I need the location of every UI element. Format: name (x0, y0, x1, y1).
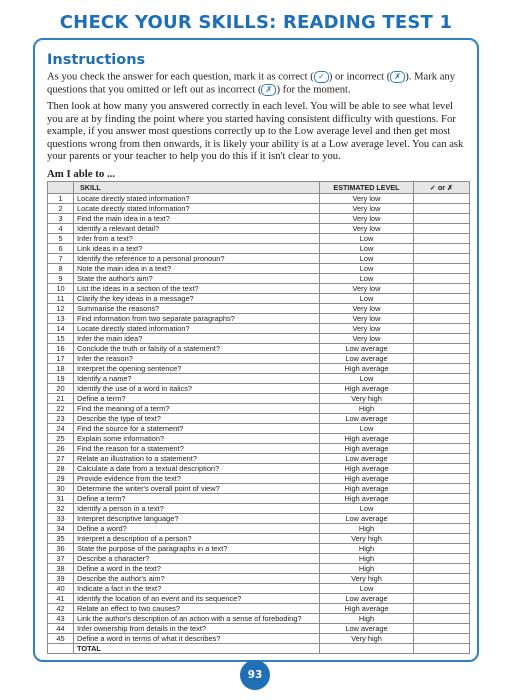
correct-mark-icon: ✓ (314, 71, 329, 83)
row-level: High average (320, 364, 414, 374)
table-row (48, 474, 470, 484)
incorrect-mark-icon: ✗ (261, 84, 276, 96)
row-number: 38 (48, 564, 74, 574)
row-level: Low average (320, 354, 414, 364)
row-number: 14 (48, 324, 74, 334)
row-number: 26 (48, 444, 74, 454)
row-mark-cell[interactable] (414, 574, 470, 584)
row-level: Very low (320, 334, 414, 344)
row-level: Low average (320, 514, 414, 524)
row-mark-cell[interactable] (414, 204, 470, 214)
row-number: 6 (48, 244, 74, 254)
row-number: 44 (48, 624, 74, 634)
instructions-panel (33, 38, 479, 662)
row-number: 7 (48, 254, 74, 264)
row-number: 16 (48, 344, 74, 354)
row-skill: List the ideas in a section of the text? (74, 284, 320, 294)
row-level: High average (320, 494, 414, 504)
row-mark-cell[interactable] (414, 194, 470, 204)
row-skill: Infer from a text? (74, 234, 320, 244)
row-level: High average (320, 604, 414, 614)
row-number: 25 (48, 434, 74, 444)
row-mark-cell[interactable] (414, 484, 470, 494)
row-skill: Find the main idea in a text? (74, 214, 320, 224)
table-row (48, 204, 470, 214)
row-skill: Determine the writer's overall point of view? (74, 484, 320, 494)
table-row (48, 264, 470, 274)
row-number: 37 (48, 554, 74, 564)
row-mark-cell[interactable] (414, 584, 470, 594)
row-skill: Summarise the reasons? (74, 304, 320, 314)
row-skill: Define a term? (74, 394, 320, 404)
row-level: Low (320, 234, 414, 244)
instructions-heading: Instructions (47, 52, 146, 68)
row-number: 33 (48, 514, 74, 524)
row-level: Low (320, 264, 414, 274)
row-skill: Note the main idea in a text? (74, 264, 320, 274)
row-mark-cell[interactable] (414, 224, 470, 234)
row-level: High average (320, 464, 414, 474)
row-mark-cell[interactable] (414, 454, 470, 464)
row-level: Very low (320, 214, 414, 224)
row-mark-cell[interactable] (414, 614, 470, 624)
table-row (48, 414, 470, 424)
table-row (48, 624, 470, 634)
row-number: 20 (48, 384, 74, 394)
table-row (48, 514, 470, 524)
row-mark-cell[interactable] (414, 304, 470, 314)
table-row (48, 334, 470, 344)
row-mark-cell[interactable] (414, 634, 470, 644)
row-number: 27 (48, 454, 74, 464)
row-level: High (320, 564, 414, 574)
table-header-row (48, 182, 470, 194)
row-number: 43 (48, 614, 74, 624)
row-number: 10 (48, 284, 74, 294)
table-row (48, 194, 470, 204)
row-mark-cell[interactable] (414, 534, 470, 544)
table-row (48, 284, 470, 294)
row-skill: Link ideas in a text? (74, 244, 320, 254)
row-level: Very high (320, 534, 414, 544)
table-row (48, 244, 470, 254)
row-skill: Describe the type of text? (74, 414, 320, 424)
am-i-able-heading: Am I able to ... (47, 168, 116, 180)
skills-table-body (48, 194, 470, 654)
row-number: 21 (48, 394, 74, 404)
row-mark-cell[interactable] (414, 334, 470, 344)
row-skill: Explain some information? (74, 434, 320, 444)
table-row (48, 274, 470, 284)
row-number: 8 (48, 264, 74, 274)
row-level: Very low (320, 224, 414, 234)
row-number: 35 (48, 534, 74, 544)
row-number: 23 (48, 414, 74, 424)
table-row (48, 594, 470, 604)
instructions-paragraph-1 (47, 71, 467, 97)
row-level: High (320, 544, 414, 554)
level-column-header: ESTIMATED LEVEL (320, 182, 414, 194)
row-level: High average (320, 474, 414, 484)
row-skill: Describe the author's aim? (74, 574, 320, 584)
row-number: 1 (48, 194, 74, 204)
row-skill: Infer ownership from details in the text? (74, 624, 320, 634)
row-mark-cell[interactable] (414, 434, 470, 444)
row-level: Low (320, 424, 414, 434)
row-skill: Find the reason for a statement? (74, 444, 320, 454)
row-mark-cell[interactable] (414, 414, 470, 424)
row-mark-cell[interactable] (414, 604, 470, 614)
row-skill: Infer the reason? (74, 354, 320, 364)
row-skill: Identify the reference to a personal pronoun? (74, 254, 320, 264)
p1-text-a: As you check the answer for each question, mark it as correct ( (47, 71, 314, 83)
row-skill: Define a term? (74, 494, 320, 504)
row-mark-cell[interactable] (414, 504, 470, 514)
row-mark-cell[interactable] (414, 394, 470, 404)
table-row (48, 344, 470, 354)
row-number: 24 (48, 424, 74, 434)
row-mark-cell[interactable] (414, 624, 470, 634)
row-mark-cell[interactable] (414, 424, 470, 434)
row-level: Very low (320, 314, 414, 324)
p1-text-b: ) or incorrect ( (328, 71, 391, 83)
row-skill: Link the author's description of an action with a sense of foreboding? (74, 614, 320, 624)
table-row (48, 464, 470, 474)
table-row (48, 484, 470, 494)
row-skill: Define a word? (74, 524, 320, 534)
row-level: High average (320, 434, 414, 444)
row-mark-cell[interactable] (414, 324, 470, 334)
row-level: High average (320, 384, 414, 394)
row-number: 28 (48, 464, 74, 474)
table-row (48, 314, 470, 324)
row-level: Very low (320, 194, 414, 204)
row-number: 29 (48, 474, 74, 484)
table-row (48, 304, 470, 314)
row-level: High (320, 524, 414, 534)
row-skill: Relate an effect to two causes? (74, 604, 320, 614)
row-level: High average (320, 444, 414, 454)
total-spacer (48, 644, 74, 654)
table-row (48, 564, 470, 574)
total-row (48, 644, 470, 654)
row-skill: State the author's aim? (74, 274, 320, 284)
table-row (48, 324, 470, 334)
table-row (48, 434, 470, 444)
total-cell[interactable] (414, 644, 470, 654)
page-number: 93 (240, 660, 270, 690)
row-number: 45 (48, 634, 74, 644)
row-skill: Interpret descriptive language? (74, 514, 320, 524)
row-skill: Locate directly stated information? (74, 324, 320, 334)
table-row (48, 604, 470, 614)
row-skill: Provide evidence from the text? (74, 474, 320, 484)
row-number: 12 (48, 304, 74, 314)
row-number: 39 (48, 574, 74, 584)
total-spacer (320, 644, 414, 654)
table-row (48, 214, 470, 224)
row-skill: Identify a name? (74, 374, 320, 384)
row-level: Very high (320, 634, 414, 644)
table-row (48, 294, 470, 304)
row-mark-cell[interactable] (414, 234, 470, 244)
row-skill: Find the source for a statement? (74, 424, 320, 434)
row-level: Low (320, 244, 414, 254)
row-level: Low (320, 274, 414, 284)
row-level: Low average (320, 414, 414, 424)
row-skill: Identify a relevant detail? (74, 224, 320, 234)
row-number: 19 (48, 374, 74, 384)
row-skill: Interpret a description of a person? (74, 534, 320, 544)
table-row (48, 444, 470, 454)
table-row (48, 364, 470, 374)
row-skill: Find information from two separate paragraphs? (74, 314, 320, 324)
row-mark-cell[interactable] (414, 494, 470, 504)
row-level: Low average (320, 454, 414, 464)
row-skill: Indicate a fact in the text? (74, 584, 320, 594)
table-row (48, 494, 470, 504)
row-level: Low average (320, 344, 414, 354)
row-level: Very high (320, 394, 414, 404)
row-level: Low (320, 254, 414, 264)
table-row (48, 614, 470, 624)
row-mark-cell[interactable] (414, 344, 470, 354)
table-row (48, 574, 470, 584)
p1-text-d: ) for the moment. (276, 84, 351, 96)
row-skill: Conclude the truth or falsity of a statement? (74, 344, 320, 354)
row-level: High (320, 404, 414, 414)
table-row (48, 224, 470, 234)
row-level: Low (320, 504, 414, 514)
row-mark-cell[interactable] (414, 354, 470, 364)
table-row (48, 404, 470, 414)
row-level: High (320, 554, 414, 564)
row-level: Very low (320, 324, 414, 334)
row-number: 42 (48, 604, 74, 614)
mark-column-header: ✓ or ✗ (414, 182, 470, 194)
row-mark-cell[interactable] (414, 544, 470, 554)
row-skill: Locate directly stated information? (74, 194, 320, 204)
row-mark-cell[interactable] (414, 524, 470, 534)
row-mark-cell[interactable] (414, 274, 470, 284)
row-level: Very high (320, 574, 414, 584)
table-row (48, 584, 470, 594)
row-number: 17 (48, 354, 74, 364)
row-level: Low (320, 584, 414, 594)
incorrect-mark-icon: ✗ (390, 71, 405, 83)
row-number: 41 (48, 594, 74, 604)
table-row (48, 254, 470, 264)
row-mark-cell[interactable] (414, 374, 470, 384)
row-number: 32 (48, 504, 74, 514)
row-skill: Identify a person in a text? (74, 504, 320, 514)
row-skill: Identify the use of a word in italics? (74, 384, 320, 394)
page-title: CHECK YOUR SKILLS: READING TEST 1 (59, 12, 453, 33)
row-mark-cell[interactable] (414, 254, 470, 264)
table-row (48, 394, 470, 404)
row-level: Low (320, 294, 414, 304)
table-row (48, 374, 470, 384)
row-number: 36 (48, 544, 74, 554)
row-level: High average (320, 484, 414, 494)
row-mark-cell[interactable] (414, 384, 470, 394)
row-mark-cell[interactable] (414, 314, 470, 324)
table-row (48, 354, 470, 364)
row-mark-cell[interactable] (414, 364, 470, 374)
skills-table (47, 181, 470, 654)
row-skill: Locate directly stated information? (74, 204, 320, 214)
row-mark-cell[interactable] (414, 514, 470, 524)
row-level: Very low (320, 304, 414, 314)
row-number: 4 (48, 224, 74, 234)
row-skill: Calculate a date from a textual description? (74, 464, 320, 474)
row-number: 9 (48, 274, 74, 284)
row-skill: State the purpose of the paragraphs in a text? (74, 544, 320, 554)
row-skill: Find the meaning of a term? (74, 404, 320, 414)
row-level: High (320, 614, 414, 624)
skill-column-header: SKILL (74, 182, 320, 194)
row-mark-cell[interactable] (414, 284, 470, 294)
row-number: 3 (48, 214, 74, 224)
p1-text-c: ). Mark any questions that you omitted or left out as incorrect ( (47, 71, 455, 96)
row-number: 15 (48, 334, 74, 344)
table-row (48, 504, 470, 514)
table-row (48, 534, 470, 544)
row-number: 11 (48, 294, 74, 304)
row-mark-cell[interactable] (414, 264, 470, 274)
total-label: TOTAL (74, 644, 320, 654)
row-mark-cell[interactable] (414, 564, 470, 574)
row-skill: Identify the location of an event and its sequence? (74, 594, 320, 604)
num-column-header (48, 182, 74, 194)
row-skill: Define a word in terms of what it describes? (74, 634, 320, 644)
row-mark-cell[interactable] (414, 554, 470, 564)
row-number: 40 (48, 584, 74, 594)
table-row (48, 634, 470, 644)
row-number: 30 (48, 484, 74, 494)
row-level: Low average (320, 624, 414, 634)
row-number: 31 (48, 494, 74, 504)
row-number: 5 (48, 234, 74, 244)
row-number: 18 (48, 364, 74, 374)
row-skill: Describe a character? (74, 554, 320, 564)
table-row (48, 544, 470, 554)
row-level: Very low (320, 284, 414, 294)
table-row (48, 384, 470, 394)
row-mark-cell[interactable] (414, 244, 470, 254)
row-mark-cell[interactable] (414, 214, 470, 224)
row-mark-cell[interactable] (414, 404, 470, 414)
instructions-paragraph-2: Then look at how many you answered correctly in each level. You will be able to see what level you are at by finding the point where you started having consistent difficulty with questions. For example, if you answer most questions correctly up to the Low average level and then get most questions wrong from then onwards, it is likely your ability is at a Low average level. You can ask your parents or your teacher to help you do this if it isn't clear to you. (47, 101, 464, 163)
row-skill: Infer the main idea? (74, 334, 320, 344)
row-mark-cell[interactable] (414, 594, 470, 604)
row-level: Low average (320, 594, 414, 604)
row-number: 34 (48, 524, 74, 534)
table-row (48, 424, 470, 434)
row-skill: Clarify the key ideas in a message? (74, 294, 320, 304)
row-mark-cell[interactable] (414, 474, 470, 484)
row-skill: Define a word in the text? (74, 564, 320, 574)
row-level: Low (320, 374, 414, 384)
row-skill: Relate an illustration to a statement? (74, 454, 320, 464)
row-mark-cell[interactable] (414, 464, 470, 474)
row-mark-cell[interactable] (414, 294, 470, 304)
table-row (48, 234, 470, 244)
row-number: 22 (48, 404, 74, 414)
row-skill: Interpret the opening sentence? (74, 364, 320, 374)
row-mark-cell[interactable] (414, 444, 470, 454)
table-row (48, 524, 470, 534)
row-number: 2 (48, 204, 74, 214)
row-number: 13 (48, 314, 74, 324)
table-row (48, 454, 470, 464)
table-row (48, 554, 470, 564)
row-level: Very low (320, 204, 414, 214)
